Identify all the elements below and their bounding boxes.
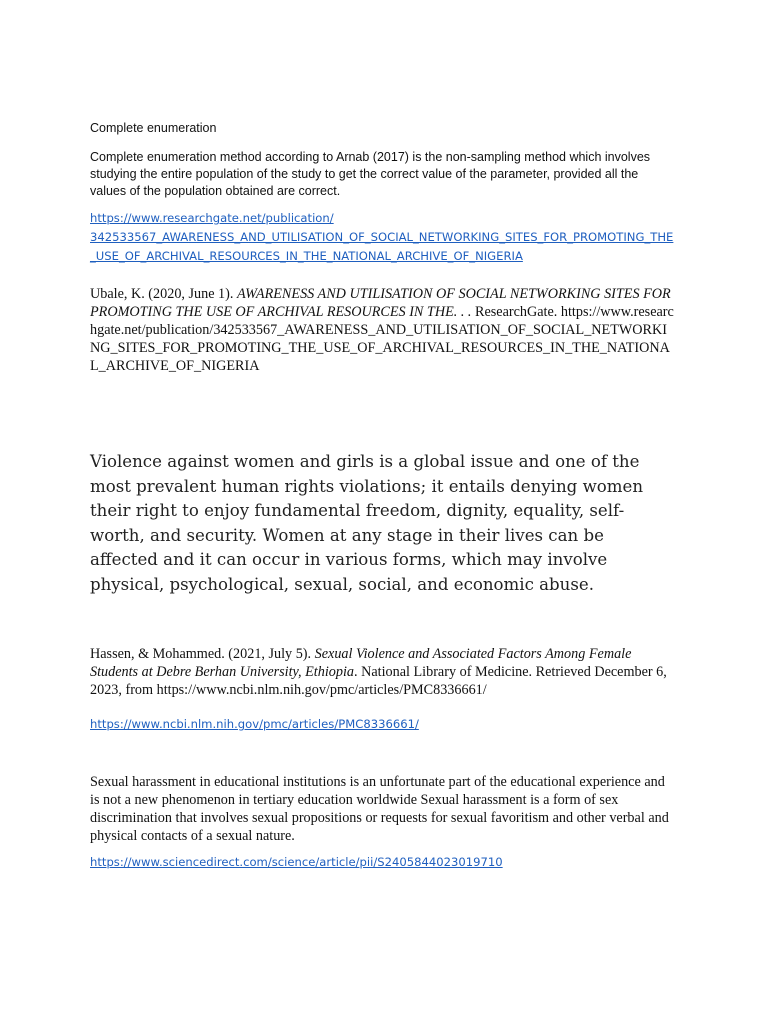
ubale-citation	[90, 285, 674, 375]
researchgate-link-line-2: 342533567_AWARENESS_AND_UTILISATION_OF_SOCIAL_NETWORKING_SITES_FOR_PROMOTING_THE	[90, 230, 674, 244]
definition-paragraph: Complete enumeration method according to Arnab (2017) is the non-sampling method which involves studying the entire population of the study to get the correct value of the parameter, provided all the values of the population obtained are correct.	[90, 150, 651, 198]
researchgate-link-line-1: https://www.researchgate.net/publication/	[90, 211, 334, 225]
hassen-citation	[90, 645, 674, 699]
ncbi-link[interactable]: https://www.ncbi.nlm.nih.gov/pmc/articles/PMC8336661/	[90, 717, 419, 731]
section-heading: Complete enumeration	[90, 121, 217, 135]
harassment-paragraph: Sexual harassment in educational institutions is an unfortunate part of the educational experience and is not a new phenomenon in tertiary education worldwide Sexual harassment is a form of sex discrimination that involves sexual propositions or requests for sexual favoritism and other verbal and physical contacts of a sexual nature.	[90, 774, 669, 844]
violence-paragraph: Violence against women and girls is a global issue and one of the most prevalent human rights violations; it entails denying women their right to enjoy fundamental freedom, dignity, equality, self-worth, and security. Women at any stage in their lives can be affected and it can occur in various forms, which may involve physical, psychological, sexual, social, and economic abuse.	[90, 452, 644, 594]
hassen-citation-lead: Hassen, & Mohammed. (2021, July 5).	[90, 646, 315, 662]
sciencedirect-link[interactable]: https://www.sciencedirect.com/science/article/pii/S2405844023019710	[90, 855, 503, 869]
ubale-citation-title: AWARENESS AND UTILISATION OF SOCIAL NETWORKING SITES FOR PROMOTING THE USE OF ARCHIVAL RESOURCES IN THE. . .	[90, 286, 671, 320]
researchgate-link-line-3: _USE_OF_ARCHIVAL_RESOURCES_IN_THE_NATIONAL_ARCHIVE_OF_NIGERIA	[90, 249, 523, 263]
ubale-citation-tail: ResearchGate. https://www.researchgate.net/publication/342533567_AWARENESS_AND_UTILISATION_OF_SOCIAL_NETWORKING_SITES_FOR_PROMOTING_THE_USE_OF_ARCHIVAL_RESOURCES_IN_THE_NATIONAL_ARCHIVE_OF_NIGERIA	[90, 304, 674, 374]
hassen-citation-tail: . National Library of Medicine. Retrieved December 6, 2023, from https://www.ncbi.nlm.nih.gov/pmc/articles/PMC8336661/	[90, 664, 667, 698]
ubale-citation-lead: Ubale, K. (2020, June 1).	[90, 286, 237, 302]
researchgate-link[interactable]	[90, 209, 674, 266]
hassen-citation-title: Sexual Violence and Associated Factors Among Female Students at Debre Berhan University, Ethiopia	[90, 646, 632, 680]
